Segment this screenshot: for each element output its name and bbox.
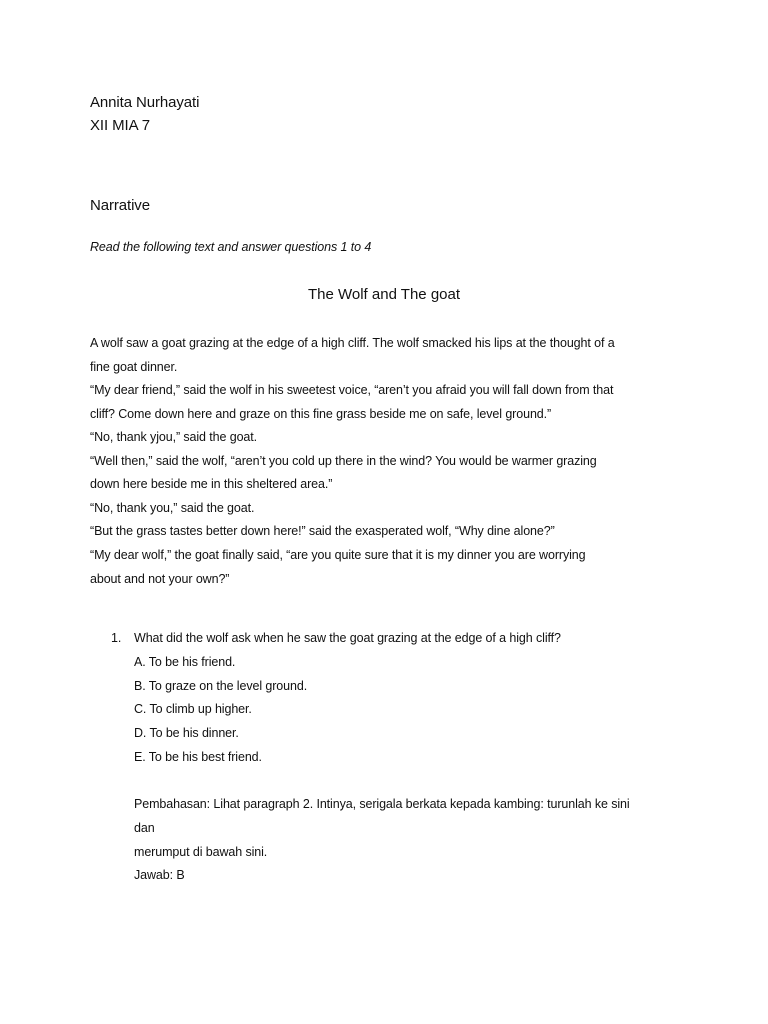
question-text: What did the wolf ask when he saw the goat grazing at the edge of a high cliff?	[134, 631, 561, 645]
option-e: E. To be his best friend.	[134, 750, 262, 764]
answer-line: Jawab: B	[134, 868, 185, 882]
story-line: about and not your own?”	[90, 572, 230, 586]
option-a: A. To be his friend.	[134, 655, 236, 669]
question-number: 1.	[111, 631, 122, 645]
story-line: “My dear wolf,” the goat finally said, “are you quite sure that it is my dinner you are worrying	[90, 548, 586, 562]
story-line: fine goat dinner.	[90, 360, 178, 374]
instruction-text: Read the following text and answer questions 1 to 4	[90, 240, 372, 254]
explanation-line: Pembahasan: Lihat paragraph 2. Intinya, serigala berkata kepada kambing: turunlah ke sini	[134, 797, 630, 811]
story-line: A wolf saw a goat grazing at the edge of a high cliff. The wolf smacked his lips at the thought of a	[90, 336, 615, 350]
story-line: down here beside me in this sheltered area.”	[90, 477, 333, 491]
story-line: “But the grass tastes better down here!” said the exasperated wolf, “Why dine alone?”	[90, 524, 555, 538]
story-line: “No, thank you,” said the goat.	[90, 501, 255, 515]
story-line: “No, thank yjou,” said the goat.	[90, 430, 258, 444]
option-b: B. To graze on the level ground.	[134, 679, 308, 693]
story-line: “My dear friend,” said the wolf in his sweetest voice, “aren’t you afraid you will fall down from that	[90, 383, 614, 397]
story-title: The Wolf and The goat	[307, 286, 461, 303]
option-d: D. To be his dinner.	[134, 726, 239, 740]
author-name: Annita Nurhayati	[90, 94, 200, 111]
option-c: C. To climb up higher.	[134, 702, 252, 716]
story-line: “Well then,” said the wolf, “aren’t you cold up there in the wind? You would be warmer grazing	[90, 454, 597, 468]
story-line: cliff? Come down here and graze on this fine grass beside me on safe, level ground.”	[90, 407, 552, 421]
explanation-line: dan	[134, 821, 155, 835]
section-title: Narrative	[90, 197, 150, 214]
explanation-line: merumput di bawah sini.	[134, 845, 268, 859]
class-label: XII MIA 7	[90, 117, 150, 134]
